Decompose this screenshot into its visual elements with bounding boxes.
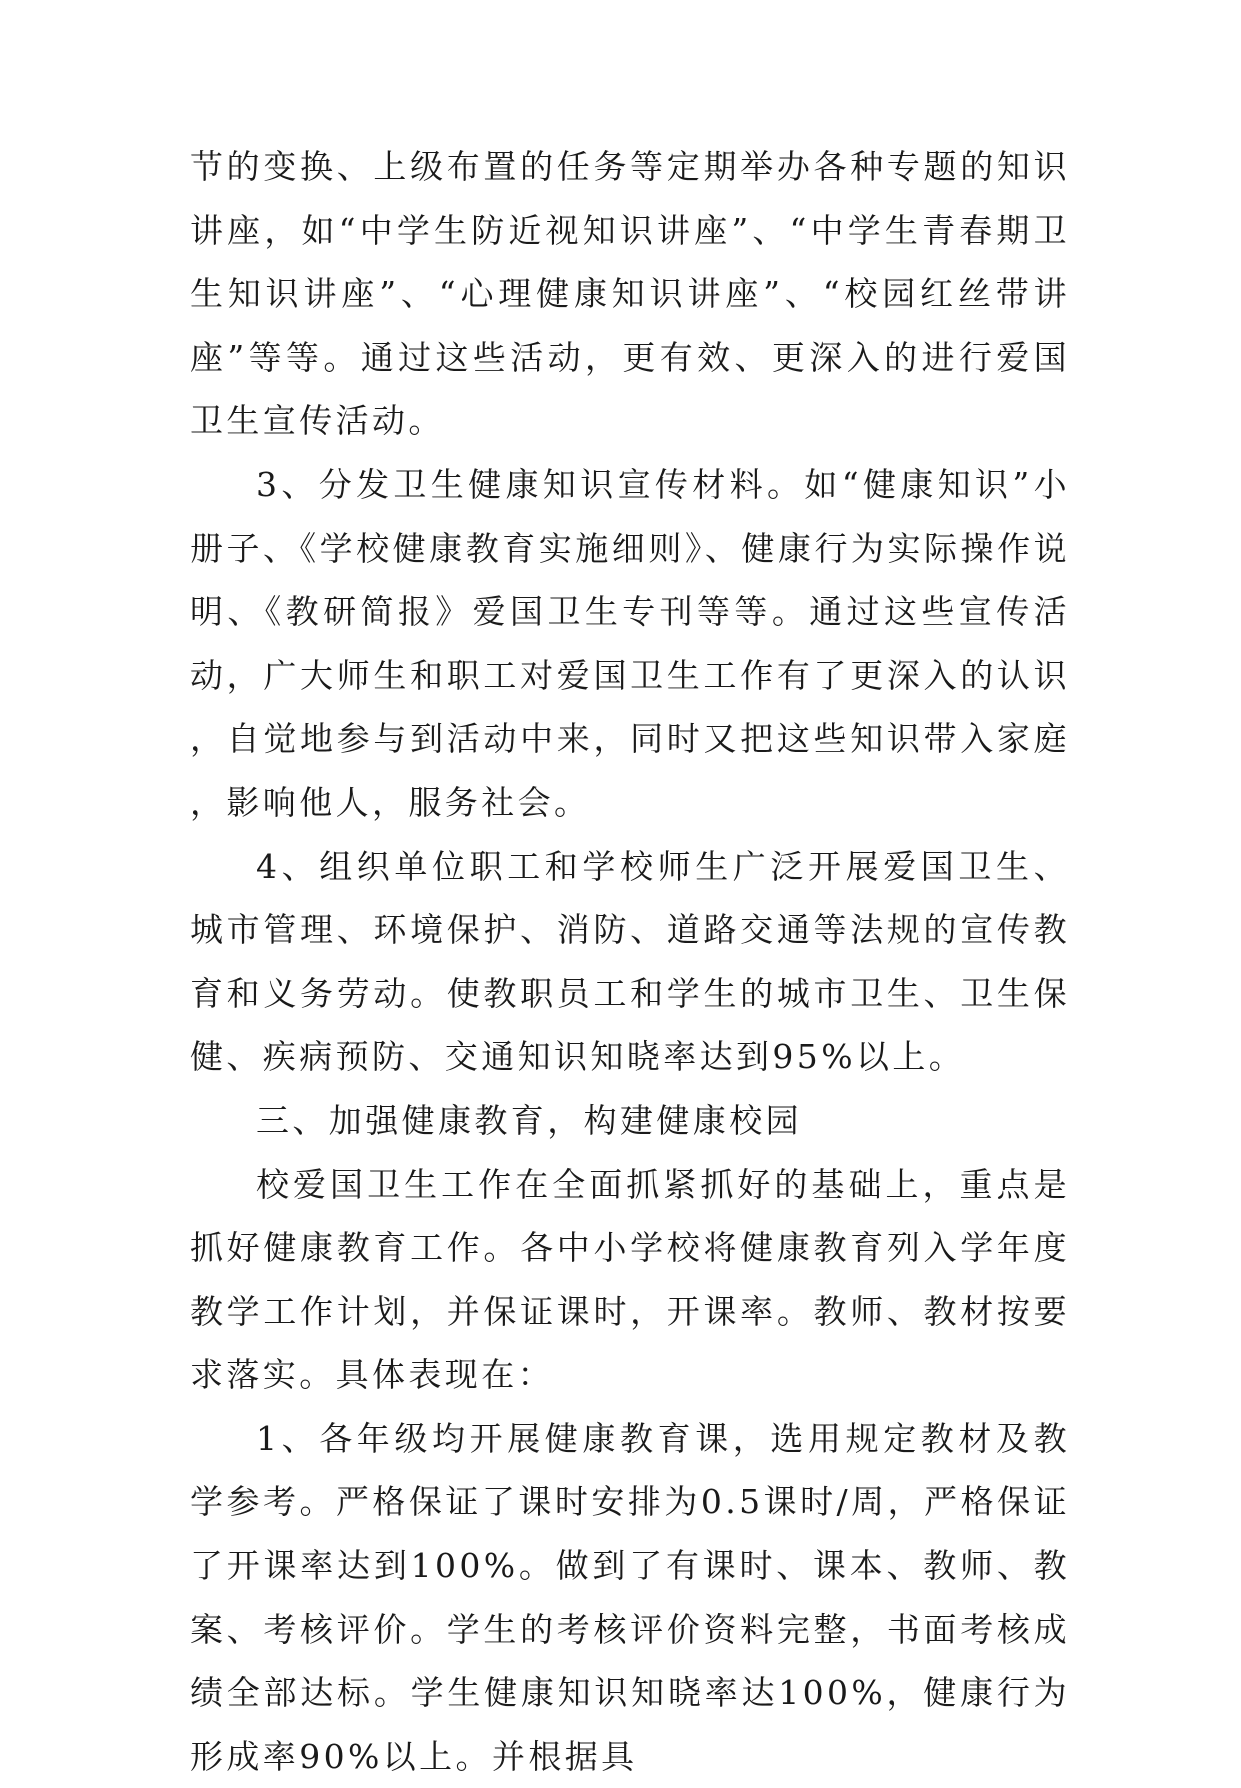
section-heading-3: 三、加强健康教育，构建健康校园 bbox=[256, 1100, 802, 1140]
document-body bbox=[190, 135, 1070, 1788]
paragraph-item-4: 4、组织单位职工和学校师生广泛开展爱国卫生、城市管理、环境保护、消防、道路交通等法规的宣传教育和义务劳动。使教职员工和学生的城市卫生、卫生保健、疾病预防、交通知识知晓率达到95%以上。 bbox=[190, 846, 1070, 1077]
paragraph-lectures-continued: 节的变换、上级布置的任务等定期举办各种专题的知识讲座，如“中学生防近视知识讲座”、“中学生青春期卫生知识讲座”、“心理健康知识讲座”、“校园红丝带讲座”等等。通过这些活动，更有效、更深入的进行爱国卫生宣传活动。 bbox=[190, 147, 1070, 441]
paragraph-item-3: 3、分发卫生健康知识宣传材料。如“健康知识”小册子、《学校健康教育实施细则》、健康行为实际操作说明、《教研简报》爱国卫生专刊等等。通过这些宣传活动，广大师生和职工对爱国卫生工作有了更深入的认识，自觉地参与到活动中来，同时又把这些知识带入家庭，影响他人，服务社会。 bbox=[190, 464, 1070, 822]
paragraph-section-3-intro: 校爱国卫生工作在全面抓紧抓好的基础上，重点是抓好健康教育工作。各中小学校将健康教育列入学年度教学工作计划，并保证课时，开课率。教师、教材按要求落实。具体表现在： bbox=[190, 1164, 1070, 1395]
paragraph-section-3-item-1: 1、各年级均开展健康教育课，选用规定教材及教学参考。严格保证了课时安排为0.5课时/周，严格保证了开课率达到100%。做到了有课时、课本、教师、教案、考核评价。学生的考核评价资料完整，书面考核成绩全部达标。学生健康知识知晓率达100%，健康行为形成率90%以上。并根据具 bbox=[190, 1418, 1070, 1776]
